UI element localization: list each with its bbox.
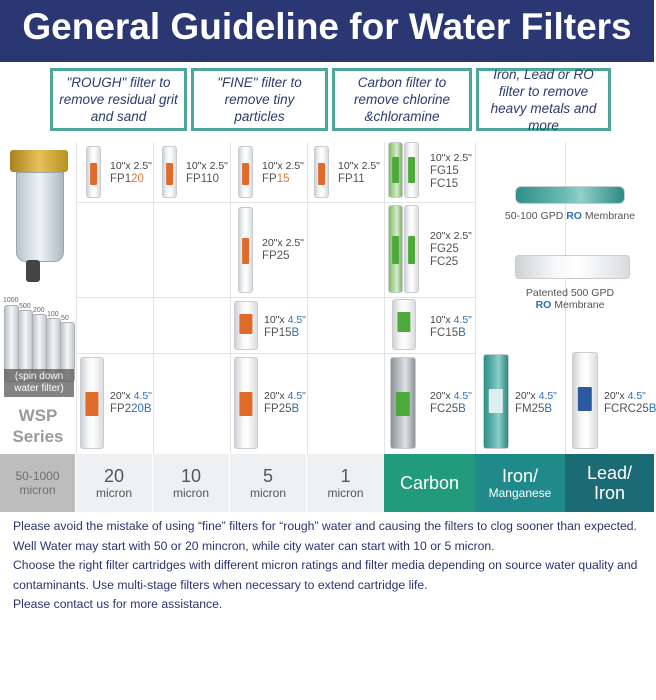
cartridge-fp110 [162, 146, 177, 198]
model-suffix: B [291, 403, 300, 415]
media-cell-lead-iron [565, 454, 654, 512]
grid-divider [307, 142, 308, 454]
category-iron-lead-ro: Iron, Lead or RO filter to remove heavy metals and more [476, 68, 611, 131]
spec-size: 10"x 2.5" [430, 152, 472, 164]
note-paragraph: Please contact us for more assistance. [13, 597, 223, 611]
caption-line: (spin down [14, 371, 64, 382]
spec-fg25-fc25 [430, 230, 472, 269]
category-carbon: Carbon filter to remove chlorine &chloramine [332, 68, 472, 131]
model-suffix: 20 [131, 173, 144, 185]
ro-text: Membrane [551, 299, 605, 311]
spec-fp11 [338, 160, 380, 186]
patented-ro-membrane [515, 255, 630, 279]
media-cell-iron-manganese [475, 454, 565, 512]
ro-text: RO [535, 299, 552, 311]
spec-fp25 [262, 237, 304, 263]
spec-fp15 [262, 160, 304, 186]
model-suffix: B [458, 403, 466, 415]
cell-value: Carbon [399, 473, 460, 493]
spin-down-housing [16, 172, 64, 262]
size-suffix: 4.5" [538, 390, 557, 402]
guideline-notes [13, 517, 643, 615]
cell-unit: micron [95, 486, 132, 500]
spec-model [515, 403, 557, 416]
cartridge-fc25 [404, 205, 419, 293]
cartridge-label [392, 157, 400, 183]
cell-value: 50-1000 [15, 469, 60, 483]
model-suffix: B [458, 327, 466, 339]
cartridge-fp15 [238, 146, 253, 198]
size-prefix: 20"x [604, 390, 628, 402]
cartridge-fc15 [404, 142, 419, 198]
size-suffix: 4.5" [453, 390, 472, 402]
ro-membrane-label [490, 210, 650, 222]
category-fine: "FINE" filter to remove tiny particles [191, 68, 328, 131]
model-suffix: 10 [206, 173, 220, 185]
cartridge-label [578, 387, 592, 411]
spec-model: FP25 [262, 250, 290, 262]
spec-size [264, 314, 306, 327]
spec-size: 20"x 2.5" [430, 230, 472, 242]
size-prefix: 10"x [430, 314, 454, 326]
model-suffix: B [648, 403, 656, 415]
model-suffix: B [544, 403, 553, 415]
spec-fg15-fc15 [430, 152, 472, 191]
size-prefix: 20"x [264, 390, 288, 402]
grid-divider [76, 353, 476, 354]
cell-value: 20 [103, 466, 125, 486]
micron-cell-wsp [0, 454, 75, 512]
model-prefix: FP25 [264, 403, 292, 415]
ro-text: Patented 500 GPD [525, 287, 615, 299]
cell-value: 10 [180, 466, 202, 486]
cell-value: Iron/ [501, 466, 539, 486]
wsp-series-title [2, 405, 74, 447]
grid-divider [153, 142, 154, 454]
model-prefix: FCRC25 [604, 403, 649, 415]
ro-text: 50-100 GPD [504, 210, 567, 222]
model-prefix: FP1 [110, 173, 132, 185]
grid-divider [384, 142, 385, 454]
spec-model [430, 403, 472, 416]
ro-membrane [515, 186, 625, 204]
wsp-title-line: Series [12, 427, 64, 446]
cartridge-label [166, 163, 174, 185]
cell-unit: Iron [593, 483, 626, 503]
spec-model [264, 403, 306, 416]
cartridge-fm25b [483, 354, 509, 449]
cartridge-fp120 [86, 146, 101, 198]
spec-model: FC15 [430, 178, 459, 190]
model-prefix: FP15 [264, 327, 292, 339]
spec-size [430, 314, 472, 327]
category-rough: "ROUGH" filter to remove residual grit and sand [50, 68, 187, 131]
cartridge-label [396, 392, 410, 416]
spec-model [262, 173, 304, 186]
note-paragraph: Well Water may start with 50 or 20 mincron, while city water can start with 10 or 5 micron. [13, 538, 495, 553]
spec-fc15b [430, 314, 472, 340]
spec-model: FC25 [430, 256, 459, 268]
cartridge-fp25 [238, 207, 253, 293]
cartridge-fp25b [234, 357, 258, 449]
spec-size: 10"x 2.5" [338, 160, 380, 172]
cartridge-label [242, 163, 250, 185]
grid-divider [230, 142, 231, 454]
model-prefix: FP2 [110, 403, 132, 415]
cartridge-label [397, 312, 410, 332]
micron-cell-5 [230, 454, 306, 512]
spec-model: FG15 [430, 165, 459, 177]
stack-label: 200 [33, 307, 45, 314]
cartridge-fp220b [80, 357, 104, 449]
spec-size [515, 390, 557, 403]
stack-label: 500 [19, 303, 31, 310]
cartridge-fp15b [234, 301, 258, 350]
micron-cell-1 [307, 454, 384, 512]
model-suffix: B [291, 327, 300, 339]
cartridge-label [242, 238, 250, 264]
cartridge-fc15b [392, 299, 416, 350]
cartridge-label [90, 163, 98, 185]
model-suffix: 15 [276, 173, 290, 185]
model-prefix: FP1 [186, 173, 207, 185]
spec-fp15b [264, 314, 306, 340]
spec-fp25b [264, 390, 306, 416]
spec-model [186, 173, 228, 186]
cell-unit: micron [249, 486, 286, 500]
model-prefix: FC15 [430, 327, 459, 339]
cartridge-label [239, 392, 252, 416]
ro-text: Membrane [581, 210, 636, 222]
model-prefix: FP [262, 173, 277, 185]
micron-cell-20 [76, 454, 152, 512]
stack-label: 1000 [3, 297, 19, 304]
size-prefix: 20"x [515, 390, 539, 402]
cell-value: 5 [262, 466, 273, 486]
cartridge-label [392, 236, 400, 264]
spec-model [430, 327, 472, 340]
cartridge-label [239, 314, 252, 334]
model-suffix: 11 [352, 173, 365, 185]
spin-down-housing-cap [10, 150, 68, 172]
page-title: General Guideline for Water Filters [22, 6, 632, 47]
media-cell-carbon [384, 454, 475, 512]
spec-size [264, 390, 306, 403]
cell-value: Lead/ [586, 463, 633, 483]
spec-model [110, 173, 152, 186]
grid-divider [76, 202, 476, 203]
ro-text [495, 299, 645, 311]
spec-size [604, 390, 656, 403]
caption-line: water filter) [14, 383, 64, 394]
cartridge-fg15 [388, 142, 403, 198]
spec-size [430, 390, 472, 403]
cell-value: 1 [340, 466, 351, 486]
size-suffix: 4.5" [287, 314, 306, 326]
cartridge-fg25 [388, 205, 403, 293]
spec-fp120 [110, 160, 152, 186]
cartridge-label [318, 163, 326, 185]
spec-size: 20"x 2.5" [262, 237, 304, 249]
model-suffix: 20B [131, 403, 152, 415]
spec-fc25b [430, 390, 472, 416]
stack-label: 50 [61, 315, 69, 322]
size-prefix: 10"x [264, 314, 288, 326]
patented-ro-label [495, 287, 645, 311]
spec-fcrc25b [604, 390, 656, 416]
cartridge-label [489, 389, 503, 413]
spec-size [110, 390, 152, 403]
spec-size: 10"x 2.5" [186, 160, 228, 172]
cell-unit: micron [327, 486, 364, 500]
cell-unit: micron [172, 486, 209, 500]
spin-down-caption [4, 369, 74, 397]
size-suffix: 4.5" [453, 314, 472, 326]
grid-divider [475, 142, 476, 454]
cartridge-label [408, 157, 416, 183]
size-prefix: 20"x [430, 390, 454, 402]
model-prefix: FP [338, 173, 353, 185]
size-prefix: 20"x [110, 390, 134, 402]
spec-fm25b [515, 390, 557, 416]
cell-unit: micron [19, 483, 56, 497]
spec-model [338, 173, 380, 186]
note-paragraph: Please avoid the mistake of using “fine” filters for “rough” water and causing the filters to clog sooner than expected. [13, 519, 637, 533]
size-suffix: 4.5" [133, 390, 152, 402]
ro-text: RO [566, 210, 582, 222]
note-paragraph: Choose the right filter cartridges with different micron ratings and filter media depending on source water quality and contaminants. Use multi-stage filters when necessary to extend cartridge life. [13, 558, 638, 592]
cartridge-label [85, 392, 98, 416]
cartridge-fc25b [390, 357, 416, 449]
micron-cell-10 [153, 454, 229, 512]
spec-model [264, 327, 306, 340]
spec-model [604, 403, 656, 416]
wsp-title-line: WSP [18, 406, 58, 425]
cartridge-label [408, 236, 416, 264]
spec-size: 10"x 2.5" [110, 160, 152, 172]
size-suffix: 4.5" [287, 390, 306, 402]
spec-model [110, 403, 152, 416]
model-prefix: FC25 [430, 403, 459, 415]
spec-size: 10"x 2.5" [262, 160, 304, 172]
cartridge-fp11 [314, 146, 329, 198]
model-prefix: FM25 [515, 403, 545, 415]
spec-model: FG25 [430, 243, 459, 255]
spec-fp220b [110, 390, 152, 416]
stack-label: 100 [47, 311, 59, 318]
grid-divider [76, 142, 77, 454]
cell-unit: Manganese [488, 486, 552, 500]
size-suffix: 4.5" [627, 390, 646, 402]
spin-down-valve [26, 260, 40, 282]
cartridge-fcrc25b [572, 352, 598, 449]
spec-fp110 [186, 160, 228, 186]
grid-divider [76, 297, 476, 298]
